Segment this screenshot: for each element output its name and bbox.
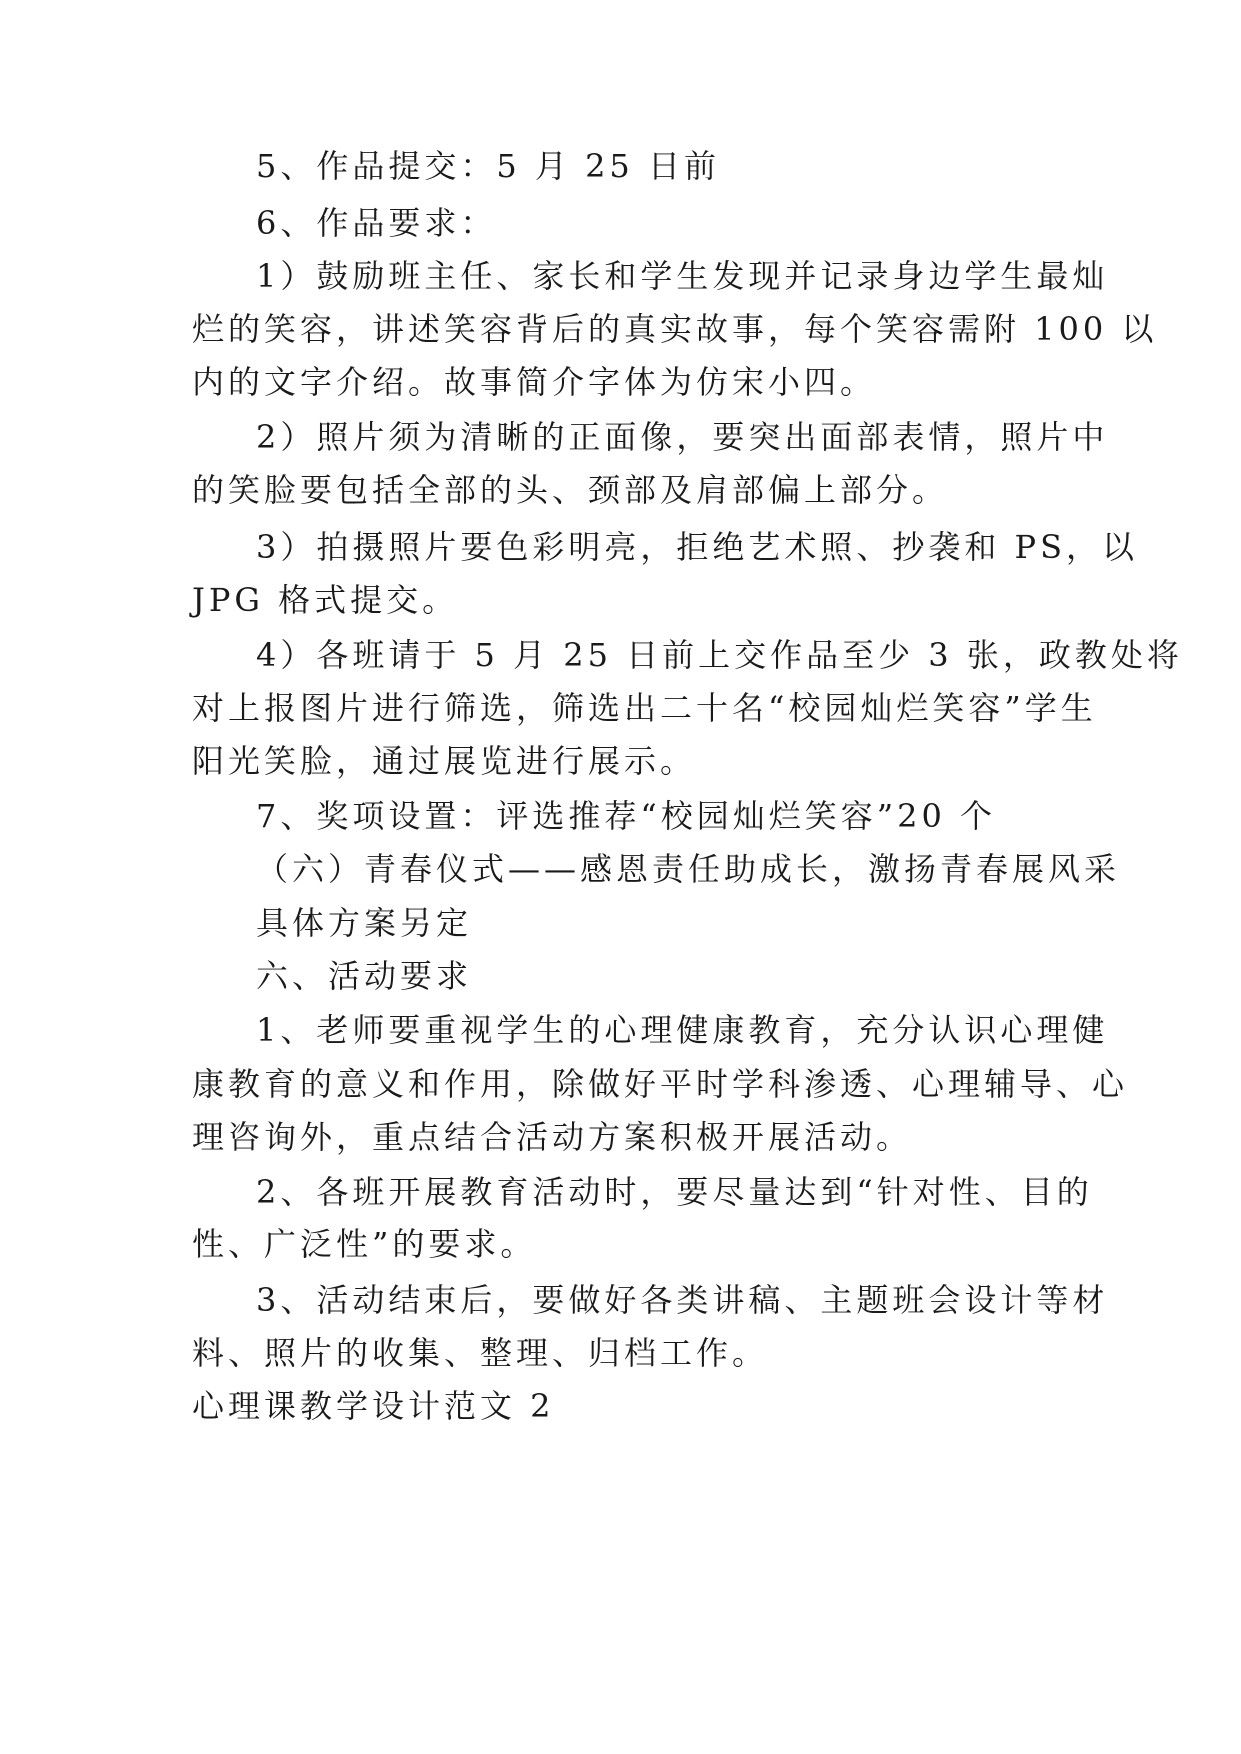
text-line: 料、照片的收集、整理、归档工作。 xyxy=(192,1334,769,1372)
text-line: 7、奖项设置：评选推荐“校园灿烂笑容”20 个 xyxy=(256,797,996,835)
text-line: 2、各班开展教育活动时，要尽量达到“针对性、目的 xyxy=(256,1173,1093,1211)
section-heading: 六、活动要求 xyxy=(256,957,473,995)
text-line: 对上报图片进行筛选，筛选出二十名“校园灿烂笑容”学生 xyxy=(192,689,1097,727)
text-line: 2）照片须为清晰的正面像，要突出面部表情，照片中 xyxy=(256,418,1109,456)
section-heading: （六）青春仪式——感恩责任助成长，激扬青春展风采 xyxy=(256,850,1121,888)
text-line: 阳光笑脸，通过展览进行展示。 xyxy=(192,742,697,780)
document-title: 心理课教学设计范文 2 xyxy=(192,1387,555,1425)
text-line: 6、作品要求： xyxy=(256,204,497,242)
text-line: 烂的笑容，讲述笑容背后的真实故事，每个笑容需附 100 以 xyxy=(192,310,1158,348)
text-line: 具体方案另定 xyxy=(256,904,473,942)
text-line: 康教育的意义和作用，除做好平时学科渗透、心理辅导、心 xyxy=(192,1065,1129,1103)
text-line: 性、广泛性”的要求。 xyxy=(192,1225,537,1263)
text-line: 1、老师要重视学生的心理健康教育，充分认识心理健 xyxy=(256,1011,1109,1049)
text-line: 的笑脸要包括全部的头、颈部及肩部偏上部分。 xyxy=(192,471,949,509)
text-line: 理咨询外，重点结合活动方案积极开展活动。 xyxy=(192,1118,913,1156)
text-line: 内的文字介绍。故事简介字体为仿宋小四。 xyxy=(192,363,877,401)
text-line: JPG 格式提交。 xyxy=(192,581,459,619)
text-line: 3、活动结束后，要做好各类讲稿、主题班会设计等材 xyxy=(256,1281,1109,1319)
text-line: 3）拍摄照片要色彩明亮，拒绝艺术照、抄袭和 PS，以 xyxy=(256,528,1138,566)
text-line: 5、作品提交：5 月 25 日前 xyxy=(256,147,720,185)
text-line: 1）鼓励班主任、家长和学生发现并记录身边学生最灿 xyxy=(256,257,1109,295)
text-line: 4）各班请于 5 月 25 日前上交作品至少 3 张，政教处将 xyxy=(256,636,1183,674)
